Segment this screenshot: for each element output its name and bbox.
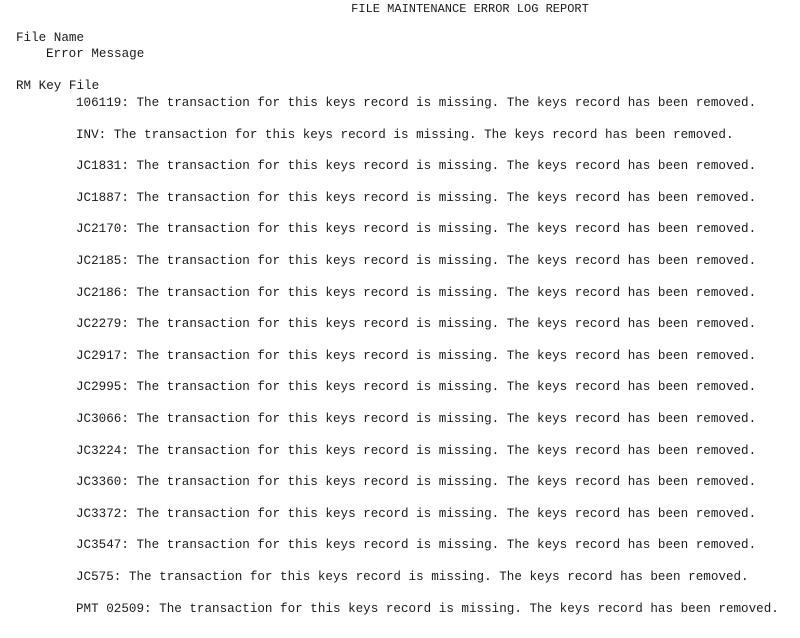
column-header-error-message: Error Message <box>46 47 145 61</box>
error-list <box>76 97 779 634</box>
error-entry: JC2170: The transaction for this keys record is missing. The keys record has been removed. <box>76 222 757 237</box>
section-title-rm-key-file: RM Key File <box>16 79 100 93</box>
error-entry: INV: The transaction for this keys record is missing. The keys record has been removed. <box>76 127 734 142</box>
error-entry: JC2917: The transaction for this keys record is missing. The keys record has been removed. <box>76 348 757 363</box>
error-entry: JC3224: The transaction for this keys record is missing. The keys record has been removed. <box>76 443 757 458</box>
error-entry: JC3372: The transaction for this keys record is missing. The keys record has been removed. <box>76 506 757 521</box>
error-entry: JC575: The transaction for this keys record is missing. The keys record has been removed. <box>76 569 749 584</box>
error-entry: JC1831: The transaction for this keys record is missing. The keys record has been removed. <box>76 159 757 174</box>
report-title: FILE MAINTENANCE ERROR LOG REPORT <box>351 2 589 16</box>
error-entry: 106119: The transaction for this keys record is missing. The keys record has been removed. <box>76 96 757 110</box>
error-entry: PMT 02509: The transaction for this keys record is missing. The keys record has been removed. <box>76 601 779 616</box>
error-entry: JC2186: The transaction for this keys record is missing. The keys record has been removed. <box>76 285 757 300</box>
error-entry: JC3547: The transaction for this keys record is missing. The keys record has been removed. <box>76 538 757 553</box>
error-entry: JC3360: The transaction for this keys record is missing. The keys record has been removed. <box>76 475 757 490</box>
error-entry: JC2185: The transaction for this keys record is missing. The keys record has been removed. <box>76 253 757 268</box>
error-entry: JC1887: The transaction for this keys record is missing. The keys record has been removed. <box>76 190 757 205</box>
column-header-file-name: File Name <box>16 31 85 45</box>
error-entry: JC2279: The transaction for this keys record is missing. The keys record has been removed. <box>76 317 757 332</box>
error-entry: JC2995: The transaction for this keys record is missing. The keys record has been removed. <box>76 380 757 395</box>
error-entry: JC3066: The transaction for this keys record is missing. The keys record has been removed. <box>76 411 757 426</box>
